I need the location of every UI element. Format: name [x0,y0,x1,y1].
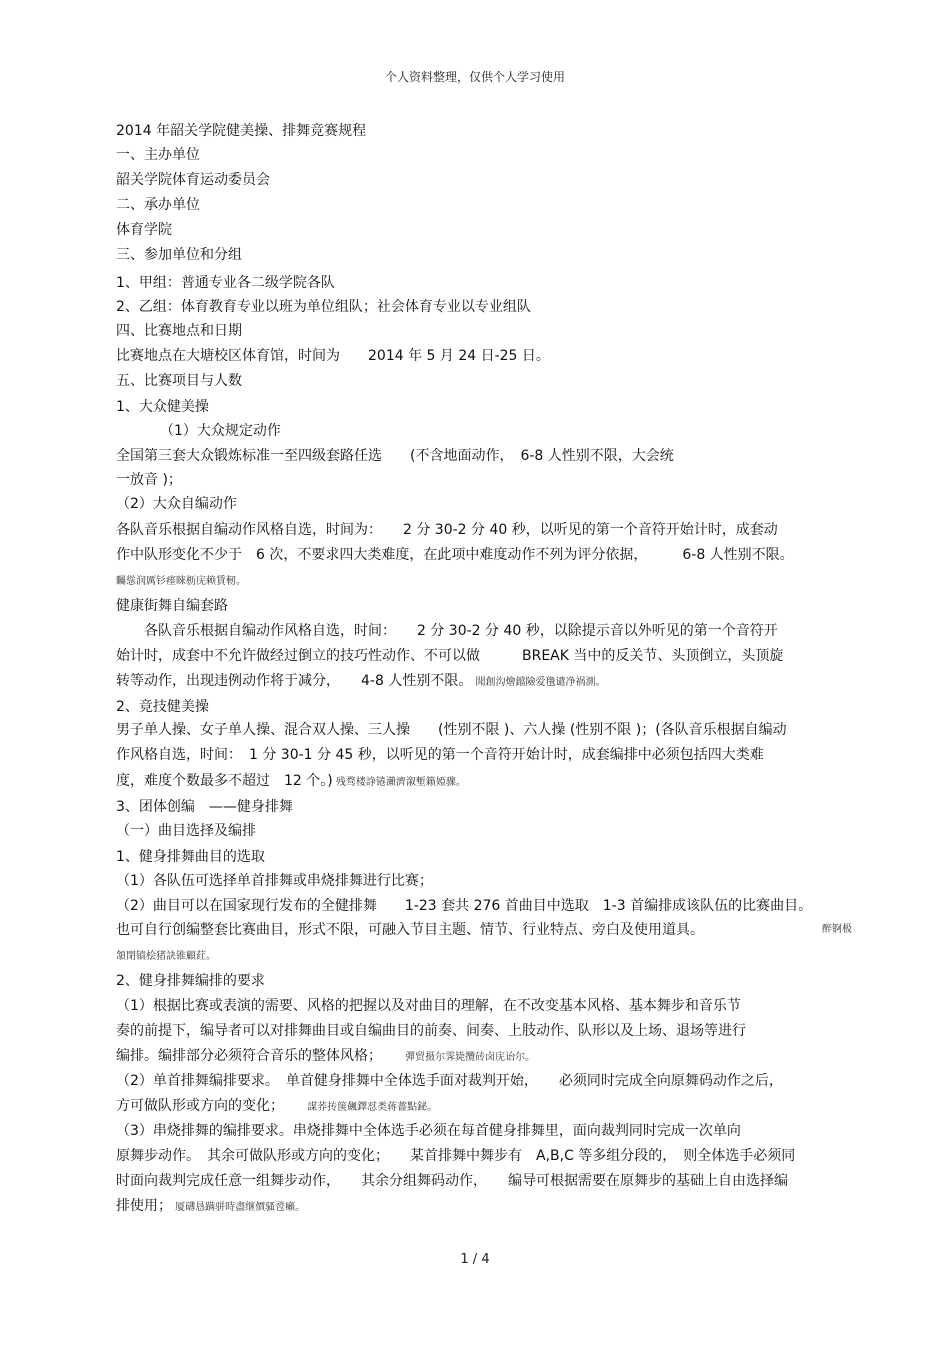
text-line [116,672,606,692]
text-line [116,122,366,140]
text-line [116,972,265,990]
text-line [116,622,778,640]
garbled-note: 厦礴恳蹒骈時盡继價骚卺癩。 [172,1202,306,1213]
text-line [116,1097,437,1117]
line-text: （1）大众规定动作 [160,423,281,439]
line-text: 比赛地点在大塘校区体育馆，时间为 2014 年 5 月 24 日-25 日。 [116,348,550,364]
garbled-note-right: 醉锕极 [822,924,852,935]
line-text: 一、主办单位 [116,147,200,163]
text-line [116,398,209,416]
line-text: 方可做队形或方向的变化； [116,1098,284,1114]
text-line [116,1072,783,1090]
text-line [116,274,335,292]
text-line [116,447,674,465]
text-line [116,647,783,665]
garbled-note: 聞創沟燴鐺險爱氇谴净祸測。 [472,677,606,688]
text-line [116,196,200,214]
line-text: 度，难度个数最多不超过 12 个。) [116,773,333,789]
garbled-note: 謀荞抟箧飆鐸怼类蒋薔點鉍。 [284,1102,438,1113]
garbled-note: 矚慫润厲钐瘗睞枥庑赖賃軔。 [116,576,246,587]
text-line [116,298,531,316]
line-text: 2、健身排舞编排的要求 [116,973,265,989]
text-line [116,597,228,615]
text-line [116,571,246,591]
text-line [116,822,256,840]
text-line [116,746,764,764]
line-text: 二、承办单位 [116,197,200,213]
line-text: （1）根据比赛或表演的需要、风格的把握以及对曲目的理解，在不改变基本风格、基本舞步和音乐节 [116,998,741,1014]
text-line [116,1122,741,1140]
text-line [116,171,270,189]
line-text: 作风格自选，时间： 1 分 30-1 分 45 秒，以听见的第一个音符开始计时，成套编排中必须包括四大类难 [116,747,764,763]
text-line [116,1022,746,1040]
text-line [116,221,172,239]
line-text: 四、比赛地点和日期 [116,323,242,339]
text-line [116,495,237,513]
line-text: 各队音乐根据自编动作风格自选，时间： 2 分 30-2 分 40 秒，以除提示音以外听见的第一个音符开 [116,623,778,639]
line-text: 也可自行创编整套比赛曲目，形式不限，可融入节目主题、情节、行业特点、旁白及使用道具。 [116,922,704,938]
line-text: 1、健身排舞曲目的选取 [116,849,265,865]
text-line [116,698,209,716]
line-text: 体育学院 [116,222,172,238]
line-text: 五、比赛项目与人数 [116,373,242,389]
line-text: 3、团体创编 ——健身排舞 [116,799,293,815]
garbled-note: 彈贸摄尔霁毙攬砖卤庑诒尔。 [382,1052,536,1063]
line-text: （一）曲目选择及编排 [116,823,256,839]
text-line [116,146,200,164]
line-text: 健康街舞自编套路 [116,598,228,614]
text-line [116,848,265,866]
text-line [116,997,741,1015]
line-text: （1）各队伍可选择单首排舞或串烧排舞进行比赛； [116,873,433,889]
text-line [116,798,293,816]
text-line [116,872,433,890]
line-text: 原舞步动作。 其余可做队形或方向的变化； 某首排舞中舞步有 A,B,C 等多组分段的， 则全体选手必须同 [116,1148,796,1164]
line-text: 2014 年韶关学院健美操、排舞竞赛规程 [116,123,367,139]
page-header: 个人资料整理，仅供个人学习使用 [384,70,565,84]
line-text: 男子单人操、女子单人操、混合双人操、三人操 (性别不限 )、六人操 (性别不限 )；(各队音乐根据自编动 [116,722,787,738]
text-line [116,772,466,792]
line-text: 韶关学院体育运动委员会 [116,172,270,188]
line-text: 三、参加单位和分组 [116,247,242,263]
garbled-note: 残骛楼諍锩瀨濟溆塹籟婭骤。 [332,777,466,788]
text-line [116,897,812,915]
text-line [116,471,182,489]
garbled-note: 頷閉镇桧猪訣锥顧荭。 [116,951,216,962]
text-line [116,1047,535,1067]
text-line [116,921,704,939]
line-text: 始计时，成套中不允许做经过倒立的技巧性动作、不可以做 BREAK 当中的反关节、头顶倒立，头顶旋 [116,648,784,664]
line-text: 全国第三套大众锻炼标准一至四级套路任选 (不含地面动作， 6-8 人性别不限，大会统 [116,448,674,464]
line-text: （3）串烧排舞的编排要求。串烧排舞中全体选手必须在每首健身排舞里，面向裁判同时完成一次单向 [116,1123,741,1139]
line-text: （2）单首排舞编排要求。 单首健身排舞中全体选手面对裁判开始， 必须同时完成全向原舞码动作之后， [116,1073,783,1089]
line-text: 作中队形变化不少于 6 次，不要求四大类难度，在此项中难度动作不列为评分依据， 6-8 人性别不限。 [116,547,794,563]
line-text: （2）曲目可以在国家现行发布的全健排舞 1-23 套共 276 首曲目中选取 1-3 首编排成该队伍的比赛曲目。 [116,898,813,914]
line-text: 时面向裁判完成任意一组舞步动作， 其余分组舞码动作， 编导可根据需要在原舞步的基础上自由选择编 [116,1173,788,1189]
text-line [116,1172,788,1190]
line-text: 1、甲组：普通专业各二级学院各队 [116,275,335,291]
text-line [116,372,242,390]
line-text: 转等动作，出现违例动作将于减分， 4-8 人性别不限。 [116,673,473,689]
text-line [116,322,242,340]
line-text: 排使用； [116,1198,172,1214]
line-text: 各队音乐根据自编动作风格自选，时间为： 2 分 30-2 分 40 秒，以听见的第一个音符开始计时，成套动 [116,522,778,538]
line-text: 奏的前提下，编导者可以对排舞曲目或自编曲目的前奏、间奏、上肢动作、队形以及上场、退场等进行 [116,1023,746,1039]
line-text: 2、乙组：体育教育专业以班为单位组队；社会体育专业以专业组队 [116,299,531,315]
text-line [116,546,794,564]
text-line [116,521,778,539]
line-text: 编排。编排部分必须符合音乐的整体风格； [116,1048,382,1064]
line-text: 一放音 )； [116,472,182,488]
line-text: （2）大众自编动作 [116,496,237,512]
text-line [116,721,787,739]
text-line [116,946,216,966]
text-line [116,246,242,264]
line-text: 2、竞技健美操 [116,699,209,715]
text-line [116,347,550,365]
text-line [116,1197,305,1217]
page-number: 1 / 4 [460,1252,490,1267]
text-line [116,1147,795,1165]
text-line [160,422,281,440]
line-text: 1、大众健美操 [116,399,209,415]
